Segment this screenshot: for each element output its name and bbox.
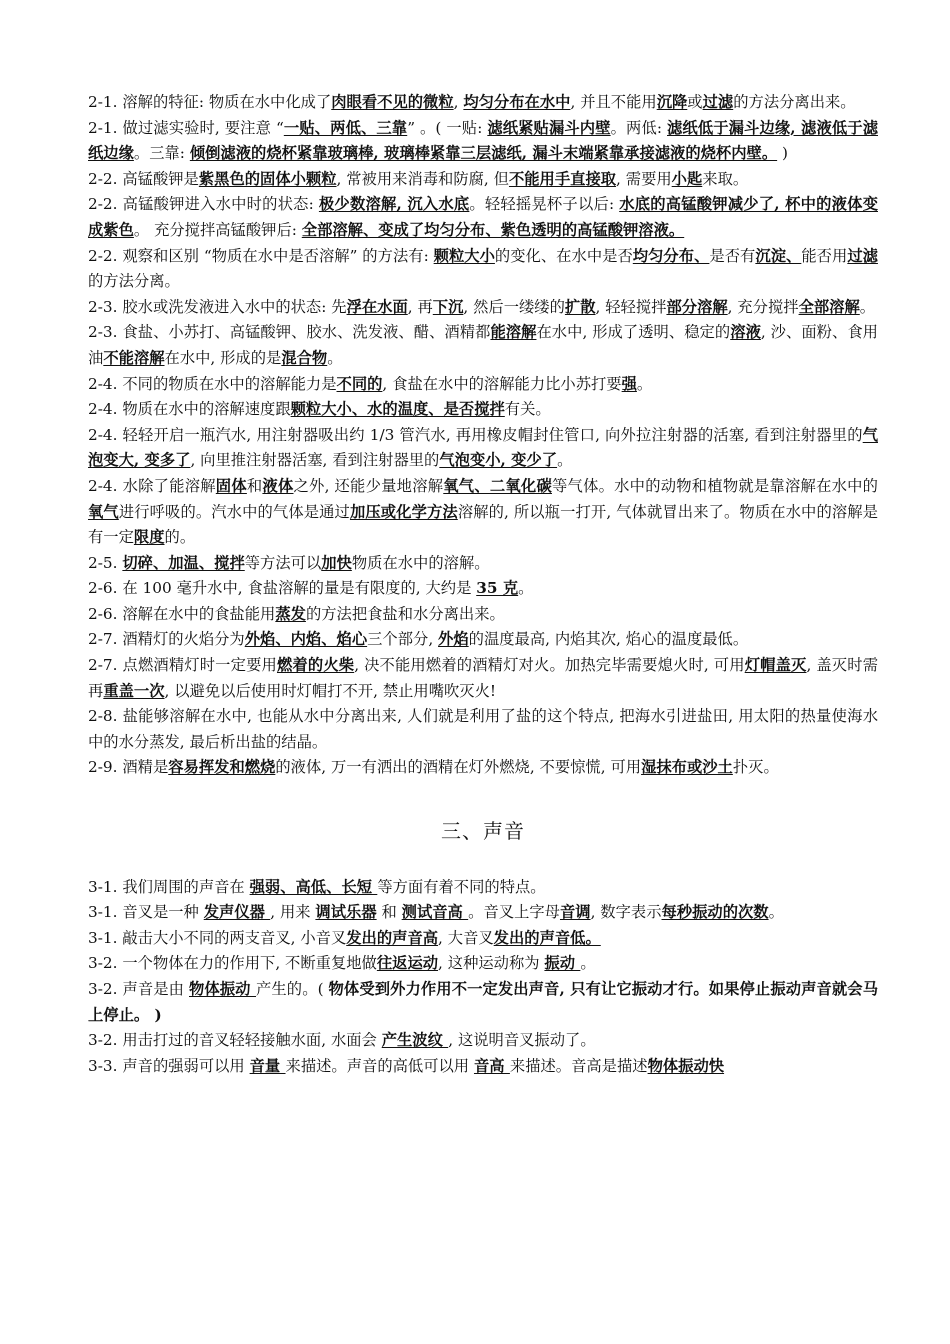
note-paragraph [88, 474, 878, 551]
note-paragraph [88, 551, 878, 577]
note-text: 的方法分离出来。 [733, 93, 856, 111]
note-text: 。三靠: [133, 144, 190, 163]
note-text: 2-4. 轻轻开启一瓶汽水, 用注射器吸出约 1/3 管汽水, 再用橡皮帽封住管口, 向外拉注射器的活塞, 看到注射器里的 [88, 425, 863, 444]
note-text: 有关。 [504, 400, 551, 419]
note-text: 和 [246, 476, 263, 495]
note-paragraph [88, 704, 878, 755]
note-text: , 轻轻搅拌 [595, 297, 667, 316]
note-text: , 常被用来消毒和防腐, 但 [336, 169, 509, 188]
key-term: 发出的声音高 [346, 928, 439, 947]
note-text: , 决不能用燃着的酒精灯对火。加热完毕需要熄火时, 可用 [354, 656, 745, 675]
note-text: , 然后一缕缕的 [463, 297, 565, 316]
note-paragraph [88, 1028, 878, 1054]
key-term: 湿抹布或沙土 [641, 758, 733, 777]
key-term: 均匀分布、 [632, 246, 710, 265]
note-paragraph [88, 875, 878, 901]
note-paragraph [88, 900, 878, 926]
note-paragraph [88, 602, 878, 628]
note-paragraph [88, 653, 878, 704]
key-term: 调试乐器 [315, 903, 377, 922]
key-term: 往返运动 [376, 954, 439, 973]
note-text: 能否用 [801, 246, 848, 265]
note-text: 2-8. 盐能够溶解在水中, 也能从水中分离出来, 人们就是利用了盐的这个特点, 把海水引进盐田, 用太阳的热量使海水中的水分蒸发, 最后析出盐的结晶。 [88, 707, 878, 751]
note-paragraph [88, 320, 878, 371]
key-term: 混合物 [281, 348, 328, 367]
key-term: 一贴、两低、三靠 [283, 118, 408, 137]
note-paragraph [88, 397, 878, 423]
note-text: 的方法分离。 [88, 272, 180, 291]
note-text: , 向里推注射器活塞, 看到注射器里的 [190, 451, 440, 470]
key-term: 扩散 [564, 297, 596, 316]
key-term: 过滤 [847, 246, 878, 265]
note-text: 。轻轻摇晃杯子以后: [469, 195, 620, 214]
note-text: 2-4. 不同的物质在水中的溶解能力是 [88, 374, 337, 393]
note-text: 2-5. [88, 553, 123, 572]
note-text: 的温度最高, 内焰其次, 焰心的温度最低。 [468, 630, 749, 649]
key-term: 强 [621, 374, 637, 393]
note-paragraph [88, 1054, 878, 1080]
key-term: 音量 [249, 1056, 286, 1075]
key-term: 外焰 [438, 630, 469, 649]
key-term: 颗粒大小、水的温度、是否搅拌 [290, 400, 505, 419]
key-term: 加压或化学方法 [349, 502, 458, 521]
key-term: 灯帽盖灭 [744, 656, 807, 675]
key-term: 小匙 [671, 169, 703, 188]
key-term: 蒸发 [275, 604, 306, 623]
section-sound-notes [88, 875, 878, 1080]
key-term: 音调 [559, 903, 591, 922]
key-term: 发出的声音低。 [493, 928, 601, 947]
key-term: 均匀分布在水中 [463, 93, 571, 111]
key-term: 颗粒大小 [433, 246, 495, 265]
key-term: 振动 [544, 954, 581, 973]
key-term: 倾倒滤液的烧杯紧靠玻璃棒, 玻璃棒紧靠三层滤纸, 漏斗末端紧靠承接滤液的烧杯内壁。 [189, 144, 778, 163]
note-text: 2-7. 点燃酒精灯时一定要用 [88, 656, 277, 675]
note-paragraph [88, 576, 878, 602]
note-text: 产生的。( [256, 980, 329, 998]
key-term: 滤纸低于漏斗边缘, 滤液低于滤纸边缘 [88, 118, 878, 163]
note-text: 3-3. 声音的强弱可以用 [88, 1056, 250, 1075]
note-paragraph [88, 627, 878, 653]
note-text: 来取。 [702, 169, 749, 188]
key-term: 极少数溶解, 沉入水底 [318, 195, 470, 214]
key-term: 能溶解 [490, 323, 537, 342]
key-term: 不能用手直接取 [508, 169, 617, 188]
note-paragraph [88, 116, 878, 167]
key-term: 35 克 [476, 579, 519, 598]
note-text: 。 [327, 348, 343, 367]
note-paragraph [88, 926, 878, 952]
key-term: 限度 [133, 528, 165, 547]
note-text: 3-2. 声音是由 [88, 980, 189, 998]
note-text: 2-4. 物质在水中的溶解速度跟 [88, 400, 291, 419]
note-text: 进行呼吸的。汽水中的气体是通过 [118, 502, 350, 521]
key-term: 容易挥发和燃烧 [168, 758, 276, 777]
note-text: 来描述。声音的高低可以用 [285, 1056, 474, 1075]
key-term: 下沉 [432, 297, 464, 316]
key-term: 产生波纹 [381, 1031, 449, 1050]
note-paragraph [88, 90, 878, 116]
note-text: 。 [768, 903, 784, 922]
note-paragraph [88, 244, 878, 295]
key-term: 氧气、二氧化碳 [443, 476, 552, 495]
key-term: 浮在水面 [346, 297, 408, 316]
note-text: , 这说明音叉振动了。 [448, 1031, 596, 1050]
note-text: ” 。( 一贴: [407, 118, 488, 137]
note-text: 2-6. 溶解在水中的食盐能用 [88, 604, 276, 623]
note-text: , 以避免以后使用时灯帽打不开, 禁止用嘴吹灭火! [164, 681, 497, 700]
note-text: 2-2. 观察和区别 “物质在水中是否溶解” 的方法有: [88, 246, 434, 265]
note-text: 2-4. 水除了能溶解 [88, 476, 216, 495]
note-text: , 充分搅拌 [727, 297, 799, 316]
key-term: 重盖一次 [103, 681, 165, 700]
note-text: 扑灭。 [732, 758, 779, 777]
note-text: 。 充分搅拌高锰酸钾后: [133, 220, 302, 239]
note-text: , [453, 93, 464, 111]
note-text: 3-2. 一个物体在力的作用下, 不断重复地做 [88, 954, 377, 973]
note-paragraph [88, 423, 878, 474]
note-paragraph [88, 192, 878, 243]
note-text: 2-9. 酒精是 [88, 758, 169, 777]
note-text: 等方面有着不同的特点。 [377, 877, 546, 896]
note-text: 3-1. 我们周围的声音在 [88, 877, 250, 896]
note-paragraph [88, 755, 878, 781]
key-term: 全部溶解 [798, 297, 860, 316]
note-text: 2-2. 高锰酸钾是 [88, 169, 199, 188]
note-text: 2-1. 做过滤实验时, 要注意 “ [88, 118, 284, 137]
key-term: 发声仪器 [203, 903, 271, 922]
note-text: 3-1. 敲击大小不同的两支音叉, 小音叉 [88, 928, 347, 947]
key-term: 过滤 [702, 93, 734, 111]
note-text: 等方法可以 [244, 553, 322, 572]
note-text: 在水中, 形成了透明、稳定的 [536, 323, 731, 342]
note-text: , 并且不能用 [570, 93, 657, 111]
note-text: 2-3. 食盐、小苏打、高锰酸钾、胶水、洗发液、醋、酒精都 [88, 323, 491, 342]
note-text: 。音叉上字母 [468, 903, 560, 922]
note-text: 。 [859, 297, 876, 316]
note-text: 的。 [164, 528, 196, 547]
note-text: 溶解的, 所以瓶一打开, 气体就冒出来了。物质在水中的溶解是有一定 [88, 502, 878, 547]
note-paragraph [88, 951, 878, 977]
note-text: , 需要用 [616, 169, 672, 188]
key-term: 液体 [262, 476, 294, 495]
key-term: 气泡变小, 变少了 [439, 451, 558, 470]
note-text: 2-1. 溶解的特征: 物质在水中化成了 [88, 93, 332, 111]
note-text: , 用来 [270, 903, 316, 922]
key-term: 强弱、高低、长短 [249, 877, 378, 896]
key-term: 物体振动 [189, 980, 257, 998]
note-text: 2-3. 胶水或洗发液进入水中的状态: 先 [88, 297, 347, 316]
note-text: 之外, 还能少量地溶解 [293, 476, 444, 495]
key-term: 肉眼看不见的微粒 [331, 93, 454, 111]
note-paragraph [88, 977, 878, 1028]
note-text: 。两低: [610, 118, 667, 137]
key-term: 物体振动快 [647, 1056, 725, 1075]
key-term: 全部溶解、变成了均匀分布、紫色透明的高锰酸钾溶液。 [301, 220, 685, 239]
note-text: 三个部分, [367, 630, 439, 649]
note-text: , 数字表示 [590, 903, 662, 922]
key-term: 沉淀、 [755, 246, 802, 265]
note-text: 。 [580, 954, 596, 973]
note-text: 的方法把食盐和水分离出来。 [305, 604, 505, 623]
key-term: 滤纸紧贴漏斗内壁 [487, 118, 611, 137]
note-text: 等气体。水中的动物和植物就是靠溶解在水中的 [552, 476, 878, 495]
section-title: 三、声音 [441, 819, 525, 844]
key-term: 燃着的火柴 [276, 656, 355, 675]
key-term: 沉降 [656, 93, 688, 111]
note-text: , 沙、面粉、食用油 [88, 323, 878, 367]
note-paragraph [88, 167, 878, 193]
note-text: , 再 [407, 297, 433, 316]
note-text: 3-2. 用击打过的音叉轻轻接触水面, 水面会 [88, 1031, 382, 1050]
bold-note: 物体受到外力作用不一定发出声音, 只有让它振动才行。如果停止振动声音就会马上停止。 ) [88, 980, 878, 1024]
note-text: , 盖灭时需再 [88, 656, 878, 700]
key-term: 溶液 [730, 323, 761, 342]
key-term: 紫黑色的固体小颗粒 [198, 169, 337, 188]
note-text: 或 [687, 93, 703, 111]
note-paragraph [88, 295, 878, 321]
note-text: , 食盐在水中的溶解能力比小苏打要 [382, 374, 622, 393]
key-term: 气泡变大, 变多了 [88, 425, 878, 470]
key-term: 切碎、加温、搅拌 [122, 553, 245, 572]
note-text: 物质在水中的溶解。 [351, 553, 490, 572]
key-term: 每秒振动的次数 [661, 903, 769, 922]
note-text: 是否有 [709, 246, 756, 265]
note-text: 。 [636, 374, 653, 393]
note-text: 的变化、在水中是否 [494, 246, 633, 265]
note-text: 2-2. 高锰酸钾进入水中时的状态: [88, 195, 319, 214]
note-text: 来描述。音高是描述 [509, 1056, 648, 1075]
note-text: 。 [557, 451, 573, 470]
key-term: 部分溶解 [666, 297, 728, 316]
key-term: 加快 [321, 553, 352, 572]
note-text: ) [777, 144, 788, 163]
note-text: 2-6. 在 100 毫升水中, 食盐溶解的量是有限度的, 大约是 [88, 579, 477, 598]
key-term: 氧气 [88, 502, 119, 521]
section-solution-notes [88, 90, 878, 781]
note-text: , 这种运动称为 [438, 954, 545, 973]
note-text: , 大音叉 [438, 928, 494, 947]
note-text: 3-1. 音叉是一种 [88, 903, 204, 922]
key-term: 测试音高 [401, 903, 469, 922]
note-paragraph [88, 372, 878, 398]
key-term: 水底的高锰酸钾减少了, 杯中的液体变成紫色 [88, 195, 878, 239]
key-term: 固体 [215, 476, 247, 495]
note-text: 在水中, 形成的是 [164, 348, 282, 367]
note-text: 。 [518, 579, 534, 598]
key-term: 不同的 [336, 374, 383, 393]
note-text: 和 [376, 903, 402, 922]
note-text: 的液体, 万一有洒出的酒精在灯外燃烧, 不要惊慌, 可用 [275, 758, 642, 777]
key-term: 外焰、内焰、焰心 [244, 630, 368, 649]
key-term: 音高 [473, 1056, 510, 1075]
note-text: 2-7. 酒精灯的火焰分为 [88, 630, 245, 649]
key-term: 不能溶解 [103, 348, 165, 367]
document-page [88, 90, 878, 1079]
